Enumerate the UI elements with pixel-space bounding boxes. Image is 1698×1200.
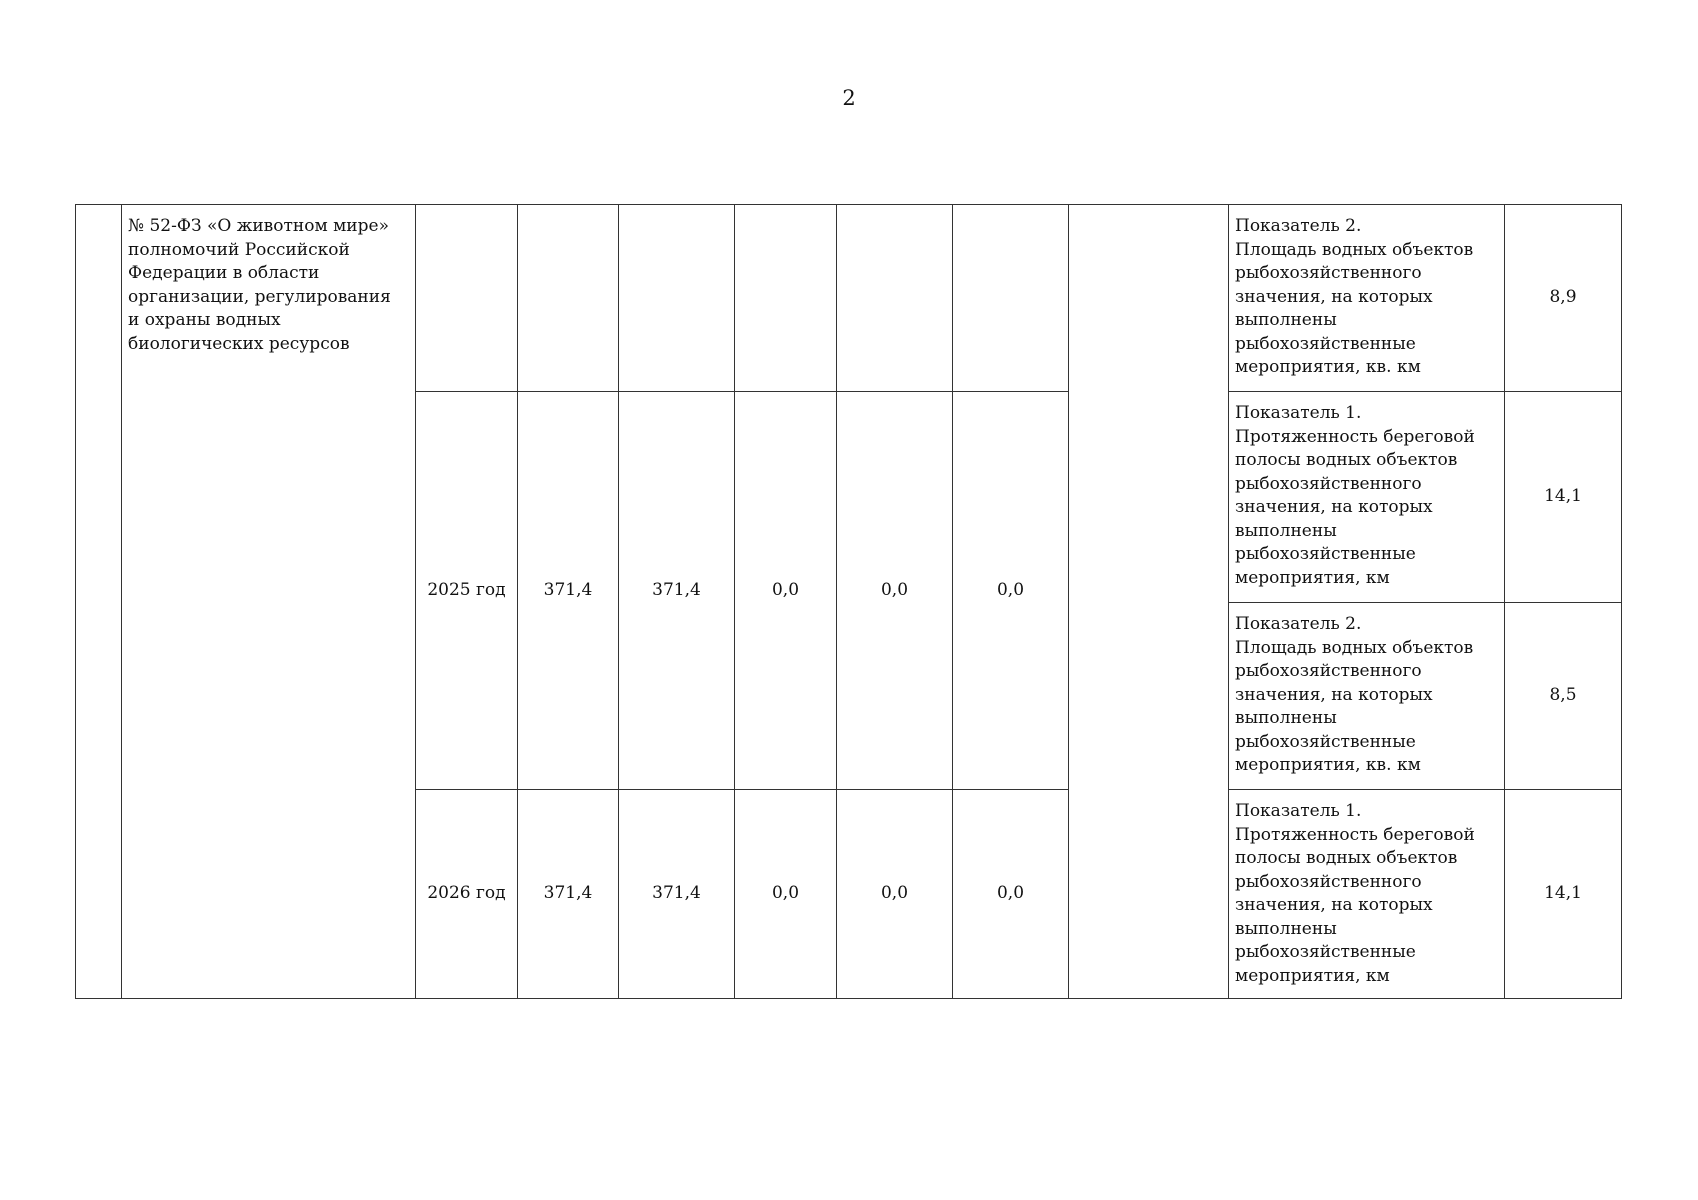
description-line: и охраны водных: [128, 310, 281, 330]
description-cell: [122, 205, 416, 999]
amount-total-cell: 371,4: [518, 790, 619, 999]
executor-cell: [1069, 205, 1229, 999]
indicator-line: мероприятия, кв. км: [1235, 755, 1421, 775]
indicator-line: рыбохозяйственного: [1235, 661, 1422, 681]
indicator-line: рыбохозяйственного: [1235, 473, 1422, 494]
budget-table: [75, 204, 1622, 999]
indicator-value-cell: 8,9: [1505, 205, 1622, 392]
amount-federal-cell: 371,4: [619, 790, 735, 999]
indicator-line: значения, на которых: [1235, 895, 1433, 915]
indicator-line: рыбохозяйственные: [1235, 731, 1416, 752]
indicator-line: рыбохозяйственные: [1235, 333, 1416, 354]
amount-regional-cell: [735, 205, 837, 392]
indicator-line: Показатель 1.: [1235, 801, 1362, 821]
indicator-cell: [1229, 790, 1505, 999]
indicator-line: Показатель 1.: [1235, 403, 1362, 423]
table-row: [76, 205, 1622, 392]
amount-federal-cell: 371,4: [619, 392, 735, 790]
year-cell: [416, 205, 518, 392]
amount-local-cell: 0,0: [837, 790, 953, 999]
indicator-line: выполнены: [1235, 520, 1337, 541]
amount-regional-cell: 0,0: [735, 392, 837, 790]
amount-local-cell: [837, 205, 953, 392]
indicator-cell: [1229, 603, 1505, 790]
amount-other-cell: 0,0: [953, 790, 1069, 999]
indicator-line: Протяженность береговой: [1235, 824, 1475, 845]
year-cell: 2025 год: [416, 392, 518, 790]
indicator-line: мероприятия, км: [1235, 965, 1390, 986]
description-line: организации, регулирования: [128, 286, 391, 307]
year-cell: 2026 год: [416, 790, 518, 999]
amount-federal-cell: [619, 205, 735, 392]
amount-other-cell: [953, 205, 1069, 392]
indicator-line: Показатель 2.: [1235, 614, 1362, 634]
indicator-line: рыбохозяйственного: [1235, 871, 1422, 892]
amount-local-cell: 0,0: [837, 392, 953, 790]
indicator-line: Площадь водных объектов: [1235, 637, 1474, 658]
indicator-line: выполнены: [1235, 708, 1337, 728]
description-line: биологических ресурсов: [128, 333, 350, 354]
indicator-line: рыбохозяйственного: [1235, 263, 1422, 283]
indicator-cell: [1229, 392, 1505, 603]
indicator-cell: [1229, 205, 1505, 392]
indicator-value-cell: 14,1: [1505, 392, 1622, 603]
indicator-line: Показатель 2.: [1235, 216, 1362, 236]
indicator-line: выполнены: [1235, 310, 1337, 330]
indicator-line: Протяженность береговой: [1235, 426, 1475, 447]
indicator-line: мероприятия, кв. км: [1235, 357, 1421, 377]
row-number-cell: [76, 205, 122, 999]
description-line: полномочий Российской: [128, 239, 350, 260]
indicator-line: выполнены: [1235, 918, 1337, 939]
page-number: 2: [842, 86, 856, 110]
indicator-line: мероприятия, км: [1235, 567, 1390, 588]
indicator-line: Площадь водных объектов: [1235, 239, 1474, 260]
indicator-line: полосы водных объектов: [1235, 450, 1458, 470]
description-line: № 52-ФЗ «О животном мире»: [128, 216, 389, 236]
indicator-line: значения, на которых: [1235, 497, 1433, 517]
indicator-line: полосы водных объектов: [1235, 848, 1458, 868]
indicator-line: значения, на которых: [1235, 684, 1433, 705]
amount-regional-cell: 0,0: [735, 790, 837, 999]
amount-total-cell: 371,4: [518, 392, 619, 790]
indicator-line: рыбохозяйственные: [1235, 544, 1416, 564]
amount-total-cell: [518, 205, 619, 392]
amount-other-cell: 0,0: [953, 392, 1069, 790]
indicator-line: рыбохозяйственные: [1235, 942, 1416, 962]
indicator-line: значения, на которых: [1235, 286, 1433, 307]
indicator-value-cell: 14,1: [1505, 790, 1622, 999]
indicator-value-cell: 8,5: [1505, 603, 1622, 790]
description-line: Федерации в области: [128, 263, 320, 283]
